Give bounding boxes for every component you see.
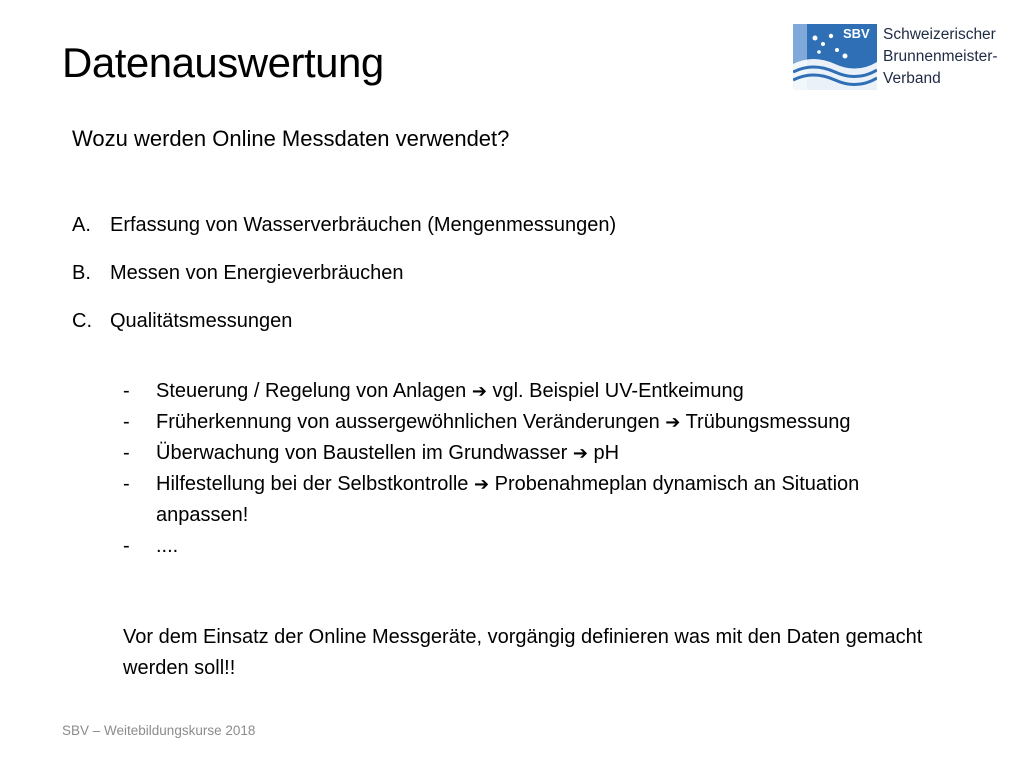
arrow-right-icon: ➔: [572, 443, 588, 464]
item-text: Trübungsmessung: [685, 411, 851, 433]
logo-text: [883, 24, 998, 90]
quality-use-list: [123, 376, 996, 562]
item-text: Hilfestellung bei der Selbstkontrolle: [156, 473, 469, 495]
logo-line-3: Verband: [883, 70, 941, 87]
item-text: Früherkennung von aussergewöhnlichen Veränderungen: [156, 411, 660, 433]
dash-bullet: -: [123, 473, 130, 495]
item-text: ....: [156, 535, 179, 557]
option-text: Messen von Energieverbräuchen: [110, 262, 404, 284]
dash-bullet: -: [123, 535, 130, 557]
item-text: pH: [593, 442, 620, 464]
question-heading: Wozu werden Online Messdaten verwendet?: [72, 126, 510, 151]
footer-text: SBV – Weitebildungskurse 2018: [62, 723, 256, 738]
arrow-right-icon: ➔: [473, 474, 490, 495]
closing-note: Vor dem Einsatz der Online Messgeräte, vorgängig definieren was mit den Daten gemacht werden soll!!: [123, 626, 923, 679]
logo-abbr: SBV: [843, 26, 870, 41]
item-text: Überwachung von Baustellen im Grundwasser: [156, 442, 568, 464]
list-item: [123, 531, 996, 562]
slide-title: Datenauswertung: [62, 39, 384, 86]
list-item: [123, 376, 996, 407]
arrow-right-icon: ➔: [471, 381, 487, 402]
sbv-logo: [793, 24, 998, 90]
list-item: [123, 469, 996, 531]
option-letter: A.: [72, 214, 91, 236]
option-text: Qualitätsmessungen: [110, 310, 293, 332]
option-letter: C.: [72, 310, 92, 332]
dash-bullet: -: [123, 411, 130, 433]
logo-line-2: Brunnenmeister-: [883, 48, 998, 65]
option-text: Erfassung von Wasserverbräuchen (Mengenmessungen): [110, 214, 617, 236]
list-item: [123, 407, 996, 438]
item-text: Probenahmeplan dynamisch an Situation anpassen!: [156, 473, 860, 526]
logo-line-1: Schweizerischer: [883, 26, 996, 43]
sbv-logo-mark: [793, 24, 877, 90]
dash-bullet: -: [123, 380, 130, 402]
item-text: Steuerung / Regelung von Anlagen: [156, 380, 467, 402]
item-text: vgl. Beispiel UV-Entkeimung: [492, 380, 744, 402]
arrow-right-icon: ➔: [665, 412, 681, 433]
option-letter: B.: [72, 262, 91, 284]
list-item: [123, 438, 996, 469]
dash-bullet: -: [123, 442, 130, 464]
